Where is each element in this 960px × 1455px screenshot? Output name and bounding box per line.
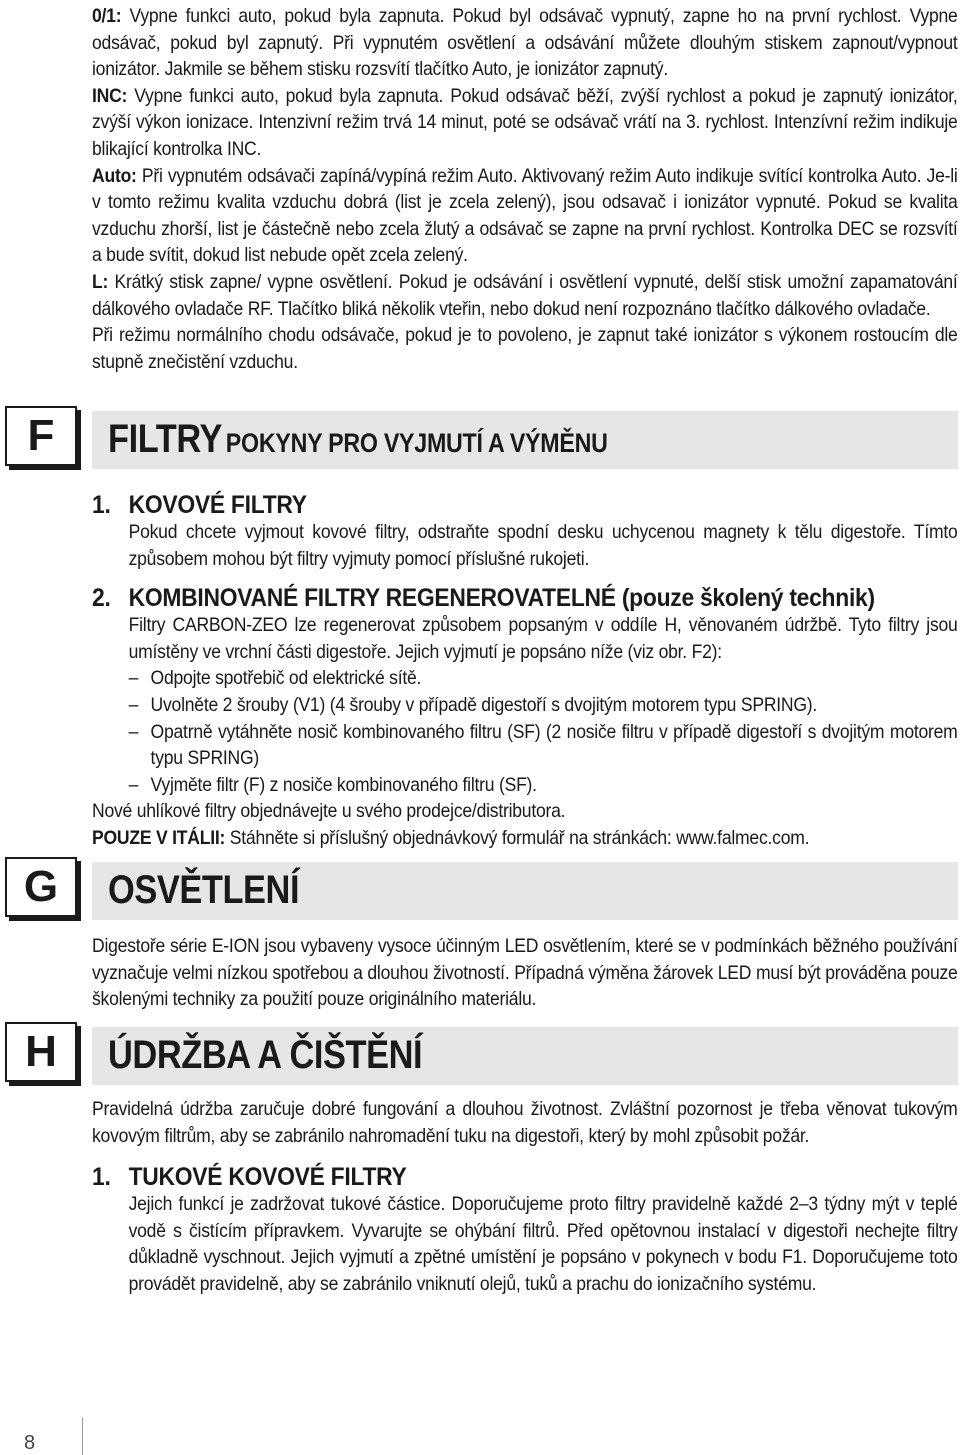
label-l: L:	[92, 271, 109, 293]
filter-item-2-heading: 2. KOMBINOVANÉ FILTRY REGENEROVATELNÉ (pouze školený technik)	[92, 584, 875, 613]
intro-paragraph-auto: Auto: Při vypnutém odsávači zapíná/vypíná režim Auto. Aktivovaný režim Auto indikuje svítící kontrolka Auto. Je-li v tomto režimu kvalita vzduchu dobrá (list je zcela zelený), jsou odsavač i ionizátor vypnuté. Pokud se kvalita vzduchu zhorší, list je částečně nebo zcela žlutý a odsávač se zapne na první rychlost. Kontrolka DEC se rozsvítí a bude svítit, dokud list nebude opět zcela zelený.	[92, 165, 958, 267]
maintenance-text: Pravidelná údržba zaručuje dobré fungování a dlouhou životnost. Zvláštní pozornost je třeba věnovat tukovým kovovým filtrům, aby se zabránilo nahromadění tuku na digestoři, který by mohl způsobit požár.	[92, 1099, 958, 1147]
italy-note: POUZE V ITÁLII: Stáhněte si příslušný objednávkový formulář na stránkách: www.falmec.com.	[92, 827, 810, 849]
filter-item-2-text: Filtry CARBON-ZEO lze regenerovat způsobem popsaným v oddíle H, věnovaném údržbě. Tyto filtry jsou umístěny ve vrchní části digestoře. Jejich vyjmutí je popsáno níže (viz obr. F2):	[128, 615, 958, 663]
grease-filter-heading: 1. TUKOVÉ KOVOVÉ FILTRY	[92, 1163, 407, 1192]
intro-paragraph-inc: INC: Vypne funkci auto, pokud byla zapnuta. Pokud odsávač běží, zvýší rychlost a pokud je zapnutý ionizátor, zvýší výkon ionizace. Intenzivní režim trvá 14 minut, poté se odsávač vrátí na 3. rychlost. Intenzívní režim indikuje blikající kontrolka INC.	[92, 85, 958, 160]
section-g-body	[92, 934, 958, 1014]
page-margin-line	[82, 1418, 83, 1455]
label-auto: Auto:	[92, 165, 137, 187]
filter-order-note: Nové uhlíkové filtry objednávejte u svého prodejce/distributora.	[92, 801, 566, 823]
section-h-body	[92, 1097, 958, 1299]
intro-paragraph-l: L: Krátký stisk zapne/ vypne osvětlení. Pokud je odsávání i osvětlení vypnuté, delší stisk umožní zapamatování dálkového ovladače RF. Tlačítko bliká několik vteřin, nebo dokud není rozpoznáno tlačítko dálkového ovladače.	[92, 271, 958, 320]
section-title-g: OSVĚTLENÍ	[108, 868, 300, 912]
step-item: – Opatrně vytáhněte nosič kombinovaného filtru (SF) (2 nosiče filtru v případě digestoří s dvojitým motorem typu SPRING)	[128, 721, 958, 770]
grease-filter-text: Jejich funkcí je zadržovat tukové částice. Doporučujeme proto filtry pravidelně každé 2–3 týdny mýt v teplé vodě s čistícím přípravkem. Vyvarujte se ohýbání filtrů. Před opětovnou instalací v digestoři nechejte filtry důkladně vyschnout. Jejich vyjmutí a zpětné umístění je popsáno v pokynech v bodu F1. Doporučujeme toto provádět pravidelně, aby se zabránilo vniknutí olejů, tuků a prachu do ionizačního systému.	[128, 1194, 958, 1295]
intro-block	[92, 4, 958, 376]
step-item: – Odpojte spotřebič od elektrické sítě.	[128, 668, 422, 690]
section-title-f: FILTRY POKYNY PRO VYJMUTÍ A VÝMĚNU	[108, 417, 608, 461]
intro-paragraph-0-1: 0/1: Vypne funkci auto, pokud byla zapnuta. Pokud byl odsávač vypnutý, zapne ho na první rychlost. Vypne odsávač, pokud byl zapnutý. Při vypnutém osvětlení a odsávání můžete dlouhým stiskem zapnout/vypnout ionizátor. Jakmile se během stisku rozsvítí tlačítko Auto, je ionizátor zapnutý.	[92, 6, 958, 81]
section-header-g	[92, 862, 958, 920]
step-item: – Uvolněte 2 šrouby (V1) (4 šrouby v případě digestoří s dvojitým motorem typu SPRING).	[128, 694, 818, 716]
label-0-1: 0/1:	[92, 6, 122, 27]
step-item: – Vyjměte filtr (F) z nosiče kombinovaného filtru (SF).	[128, 774, 537, 796]
filter-item-1-heading: 1. KOVOVÉ FILTRY	[92, 491, 307, 519]
section-tab-f: F	[5, 406, 77, 466]
label-inc: INC:	[92, 85, 128, 107]
section-tab-h: H	[5, 1022, 77, 1082]
section-title-h: ÚDRŽBA A ČIŠTĚNÍ	[108, 1033, 423, 1077]
intro-paragraph-normal: Při režimu normálního chodu odsávače, pokud je to povoleno, je zapnut také ionizátor s výkonem rostoucím dle stupně znečistění vzduchu.	[92, 325, 958, 373]
section-tab-g: G	[5, 857, 77, 917]
filter-item-1-text: Pokud chcete vyjmout kovové filtry, odstraňte spodní desku uchycenou magnety k tělu digestoře. Tímto způsobem mohou být filtry vyjmuty pomocí příslušné rukojeti.	[128, 522, 958, 570]
page-number: 8	[24, 1432, 36, 1454]
section-f-body	[92, 490, 958, 853]
section-header-f	[92, 411, 958, 469]
lighting-text: Digestoře série E-ION jsou vybaveny vysoce účinným LED osvětlením, které se v podmínkách běžného používání vyznačuje velmi nízkou spotřebou a dlouhou životností. Případná výměna žárovek LED musí být prováděna pouze školenými techniky za použití pouze originálního materiálu.	[92, 936, 958, 1011]
section-header-h	[92, 1027, 958, 1085]
